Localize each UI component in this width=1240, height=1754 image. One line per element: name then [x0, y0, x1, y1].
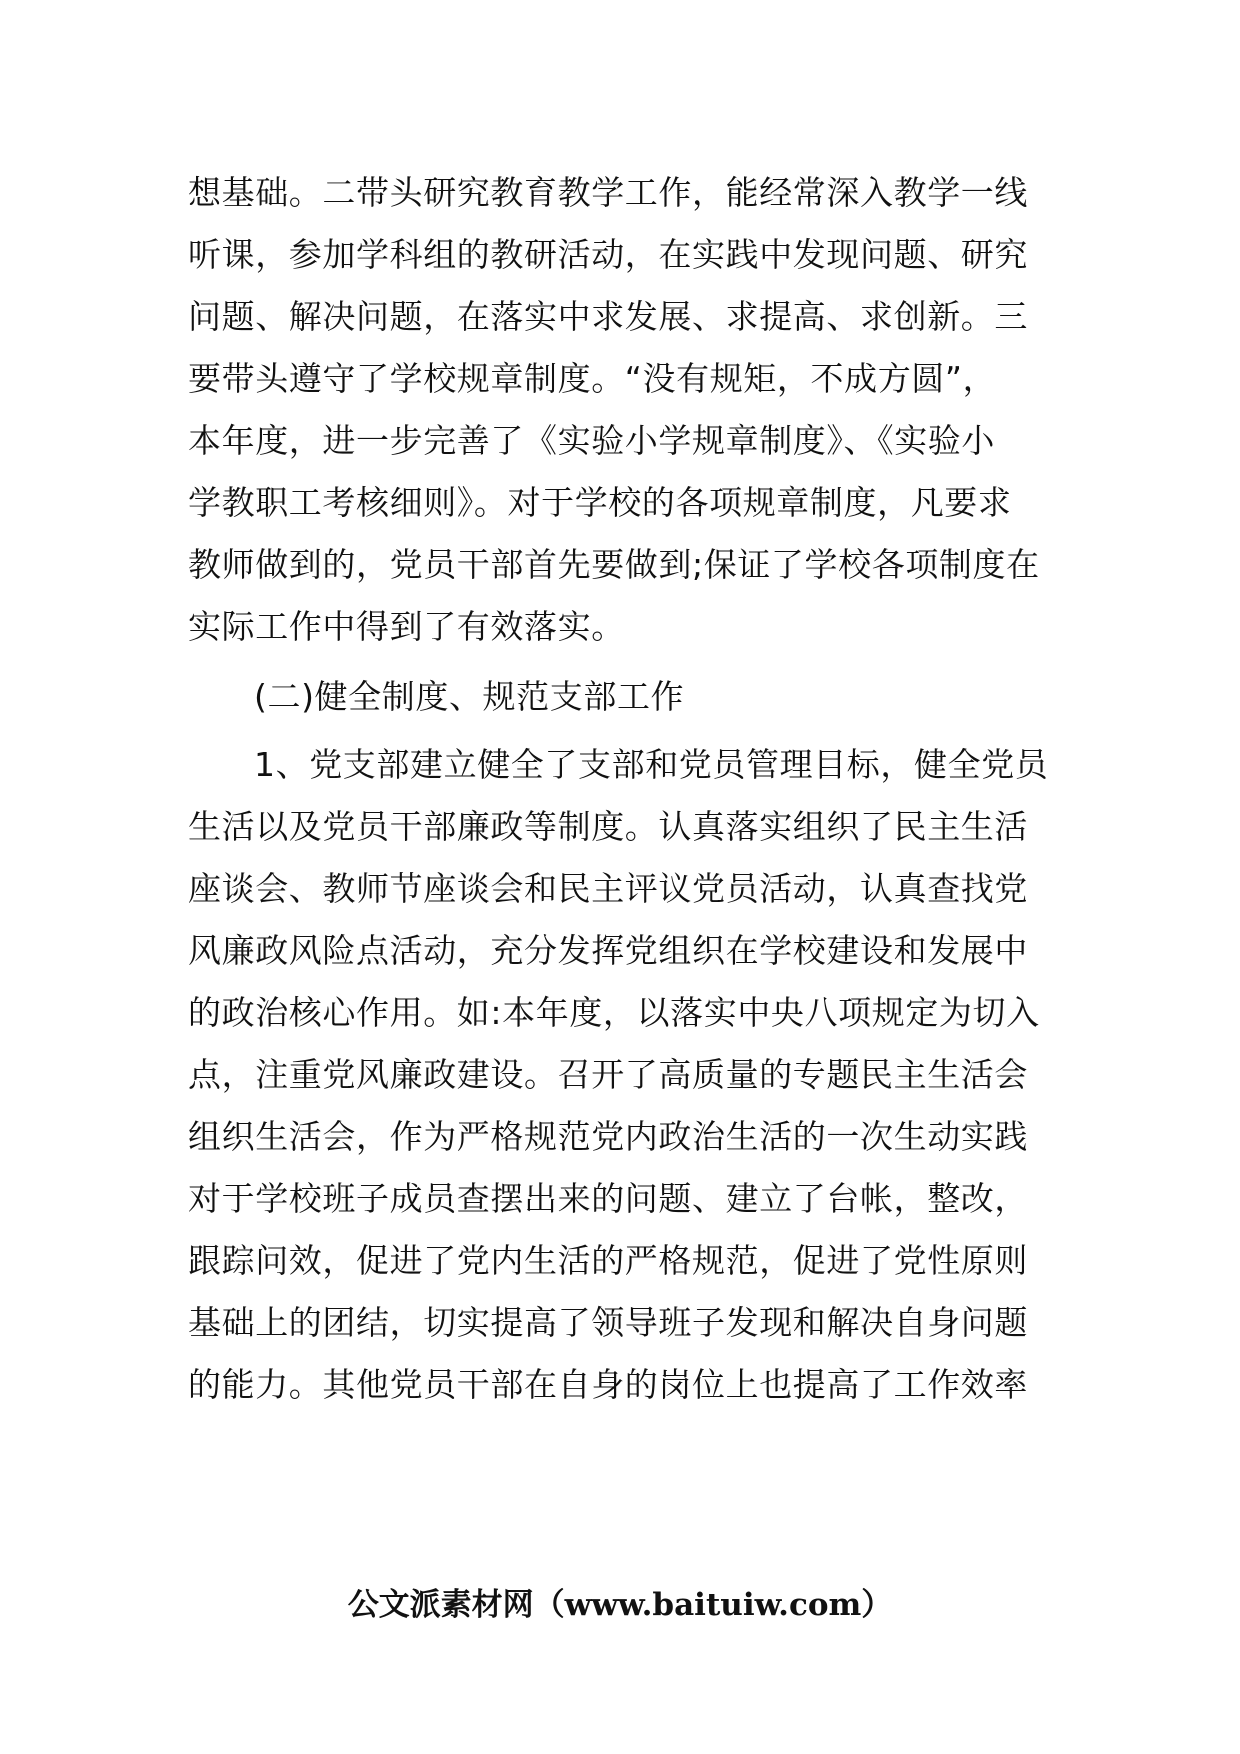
body-line: 教师做到的，党员干部首先要做到;保证了学校各项制度在 [188, 545, 1040, 584]
body-line: 对于学校班子成员查摆出来的问题、建立了台帐，整改， [188, 1179, 1028, 1218]
body-line: 生活以及党员干部廉政等制度。认真落实组织了民主生活 [188, 807, 1028, 846]
section-heading: (二)健全制度、规范支部工作 [254, 677, 685, 716]
body-line: 点，注重党风廉政建设。召开了高质量的专题民主生活会 [188, 1055, 1028, 1094]
body-line: 要带头遵守了学校规章制度。“没有规矩，不成方圆”， [188, 359, 997, 398]
body-line: 本年度，进一步完善了《实验小学规章制度》、《实验小 [188, 421, 995, 460]
body-line: 风廉政风险点活动，充分发挥党组织在学校建设和发展中 [188, 931, 1028, 970]
page-footer: 公文派素材网（www.baituiw.com） [347, 1587, 893, 1623]
body-line: 听课，参加学科组的教研活动，在实践中发现问题、研究 [188, 235, 1028, 274]
body-line: 问题、解决问题，在落实中求发展、求提高、求创新。三 [188, 297, 1028, 336]
body-line: 的政治核心作用。如:本年度，以落实中央八项规定为切入 [188, 993, 1040, 1032]
body-line: 的能力。其他党员干部在自身的岗位上也提高了工作效率 [188, 1365, 1028, 1404]
body-line: 基础上的团结，切实提高了领导班子发现和解决自身问题 [188, 1303, 1028, 1342]
body-line: 座谈会、教师节座谈会和民主评议党员活动，认真查找党 [188, 869, 1028, 908]
body-line: 跟踪问效，促进了党内生活的严格规范，促进了党性原则 [188, 1241, 1028, 1280]
body-line: 想基础。二带头研究教育教学工作，能经常深入教学一线 [188, 173, 1028, 212]
body-line: 学教职工考核细则》。对于学校的各项规章制度，凡要求 [188, 483, 1012, 522]
body-line: 1、党支部建立健全了支部和党员管理目标，健全党员 [254, 745, 1049, 784]
body-line: 实际工作中得到了有效落实。 [188, 607, 625, 646]
body-line: 组织生活会，作为严格规范党内政治生活的一次生动实践 [188, 1117, 1028, 1156]
